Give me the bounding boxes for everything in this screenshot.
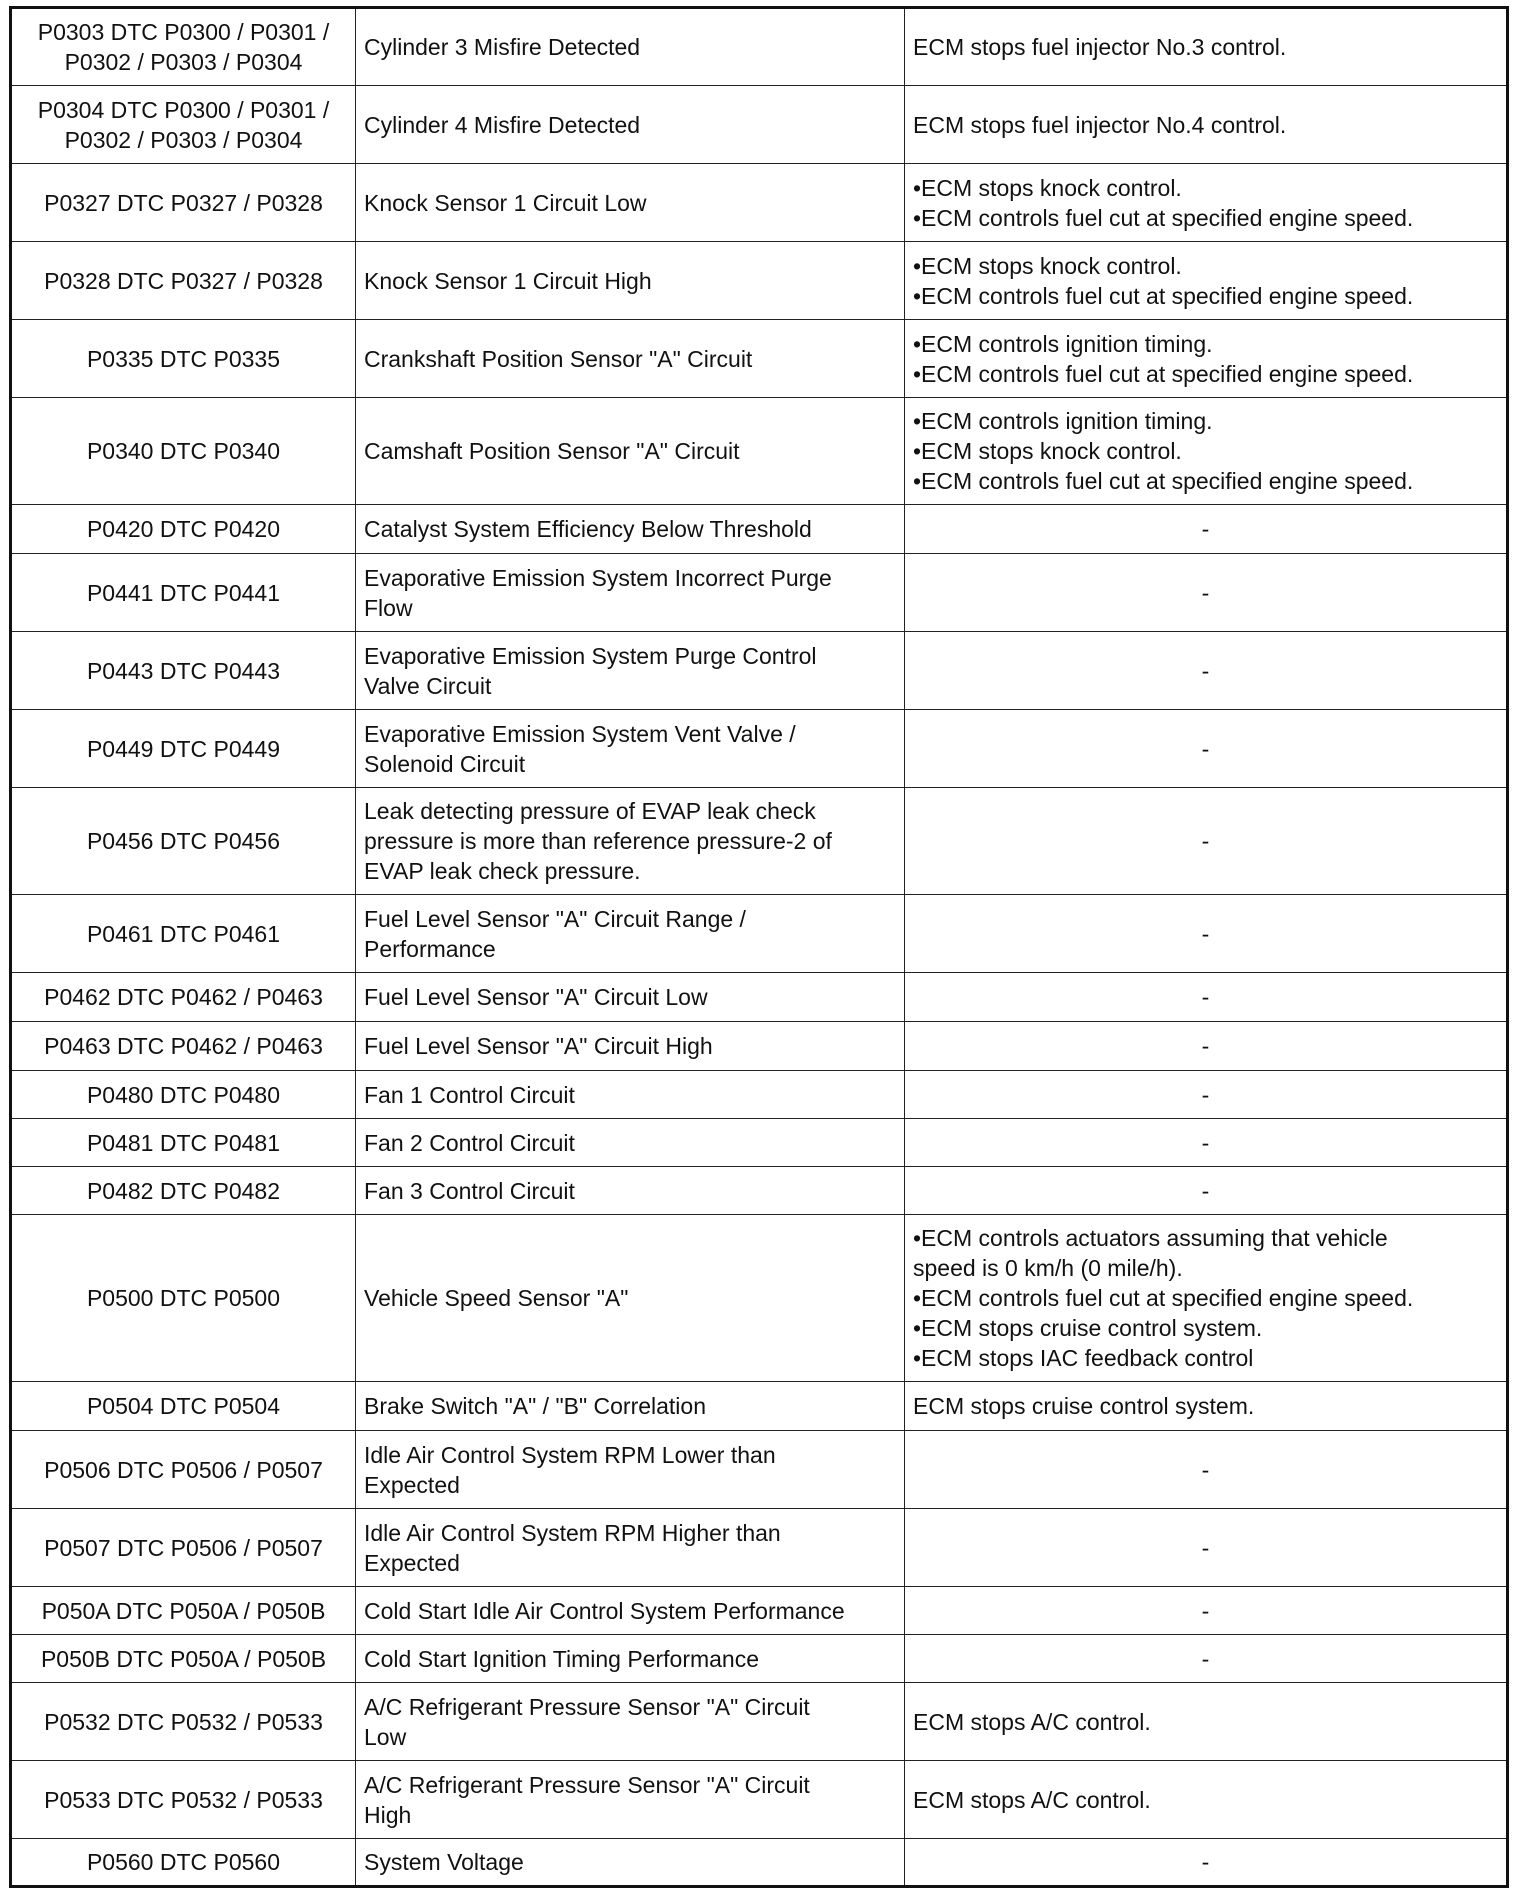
fail-safe-action-text: - [1201,657,1210,684]
fail-safe-action-cell [905,1761,1508,1839]
description-cell [356,895,905,973]
description-cell [356,505,905,554]
description-cell [356,8,905,86]
fail-safe-action-text: - [1201,1081,1210,1108]
fail-safe-action-cell [905,8,1508,86]
description-text: Knock Sensor 1 Circuit High [364,267,652,294]
description-text: System Voltage [364,1849,524,1875]
fail-safe-action-cell [905,505,1508,554]
dtc-code-text: P0461 DTC P0461 [86,920,281,947]
table-row [11,1071,1508,1119]
dtc-code-text: P0456 DTC P0456 [86,828,281,854]
dtc-code-cell [11,1167,356,1215]
fail-safe-action-text: ECM stops A/C control. [913,1708,1151,1735]
dtc-code-text: P0420 DTC P0420 [86,516,281,542]
fail-safe-action-text: - [1201,735,1210,762]
dtc-code-text: P0304 DTC P0300 / P0301 / [37,96,330,123]
dtc-code-cell [11,1683,356,1761]
dtc-code-cell [11,788,356,895]
dtc-code-text: P0533 DTC P0532 / P0533 [44,1786,323,1813]
table-row [11,1509,1508,1587]
description-cell [356,1431,905,1509]
fail-safe-action-text: •ECM controls fuel cut at specified engine speed. [913,282,1414,309]
fail-safe-action-text: •ECM controls fuel cut at specified engine speed. [913,468,1414,494]
dtc-code-cell [11,1761,356,1839]
table-row [11,1839,1508,1887]
description-text: Fan 3 Control Circuit [364,1177,575,1204]
table-row [11,8,1508,86]
description-cell [356,1119,905,1167]
dtc-code-cell [11,554,356,632]
description-cell [356,1587,905,1635]
fail-safe-action-cell [905,1683,1508,1761]
table-row [11,1382,1508,1431]
dtc-code-cell [11,1022,356,1071]
table-row [11,973,1508,1022]
dtc-code-cell [11,398,356,505]
dtc-code-text: P0532 DTC P0532 / P0533 [44,1708,323,1735]
dtc-code-text: P0302 / P0303 / P0304 [64,49,303,75]
fail-safe-action-text: - [1201,1129,1210,1156]
fail-safe-action-cell [905,1635,1508,1683]
dtc-fail-safe-table [9,6,1509,1888]
fail-safe-action-text: - [1201,516,1210,542]
description-cell [356,86,905,164]
dtc-code-text: P0481 DTC P0481 [86,1129,281,1156]
dtc-code-text: P0327 DTC P0327 / P0328 [44,189,323,216]
table-row [11,895,1508,973]
table-row [11,242,1508,320]
description-cell [356,1635,905,1683]
fail-safe-action-cell [905,895,1508,973]
dtc-code-cell [11,8,356,86]
table-row [11,788,1508,895]
fail-safe-action-text: - [1201,1849,1210,1875]
fail-safe-action-cell [905,320,1508,398]
fail-safe-action-text: - [1201,1645,1210,1672]
dtc-code-text: P0328 DTC P0327 / P0328 [44,267,323,294]
dtc-code-cell [11,1587,356,1635]
description-cell [356,1839,905,1887]
description-text: Low [364,1723,407,1750]
dtc-code-cell [11,1635,356,1683]
description-text: Cylinder 4 Misfire Detected [364,111,641,138]
fail-safe-action-cell [905,242,1508,320]
dtc-code-text: P0463 DTC P0462 / P0463 [44,1033,323,1059]
table-row [11,320,1508,398]
description-text: Valve Circuit [364,672,492,699]
fail-safe-action-text: - [1201,1534,1210,1561]
description-text: Crankshaft Position Sensor "A" Circuit [364,345,753,372]
description-text: Camshaft Position Sensor "A" Circuit [364,438,740,464]
dtc-code-cell [11,86,356,164]
table-row [11,1761,1508,1839]
fail-safe-action-text: - [1201,828,1210,854]
description-cell [356,1382,905,1431]
dtc-code-text: P0462 DTC P0462 / P0463 [44,984,323,1010]
fail-safe-action-text: •ECM stops cruise control system. [913,1315,1263,1341]
table-row [11,554,1508,632]
dtc-code-cell [11,242,356,320]
fail-safe-action-text: •ECM stops IAC feedback control [913,1345,1254,1371]
table-row [11,1431,1508,1509]
fail-safe-action-cell [905,1431,1508,1509]
dtc-code-text: P0507 DTC P0506 / P0507 [44,1534,323,1561]
fail-safe-action-text: •ECM stops knock control. [913,438,1182,464]
description-cell [356,320,905,398]
fail-safe-action-text: •ECM controls fuel cut at specified engine speed. [913,1285,1414,1311]
description-text: EVAP leak check pressure. [364,858,641,884]
description-text: Knock Sensor 1 Circuit Low [364,189,647,216]
description-cell [356,710,905,788]
description-text: Cold Start Ignition Timing Performance [364,1645,760,1672]
dtc-code-cell [11,1119,356,1167]
table-row [11,1167,1508,1215]
table-row [11,1683,1508,1761]
fail-safe-action-text: - [1201,1456,1210,1483]
fail-safe-action-text: - [1201,984,1210,1010]
description-text: Catalyst System Efficiency Below Threshold [364,516,812,542]
description-text: Evaporative Emission System Incorrect Purge [364,564,832,591]
dtc-code-text: P0443 DTC P0443 [86,657,281,684]
description-text: A/C Refrigerant Pressure Sensor "A" Circuit [364,1693,810,1720]
table-row [11,164,1508,242]
fail-safe-action-cell [905,1119,1508,1167]
fail-safe-action-cell [905,1022,1508,1071]
dtc-code-text: P0449 DTC P0449 [86,735,281,762]
dtc-code-text: P050B DTC P050A / P050B [40,1645,327,1672]
description-text: Performance [364,935,496,962]
dtc-code-text: P0340 DTC P0340 [86,438,281,464]
fail-safe-action-text: ECM stops fuel injector No.4 control. [913,111,1287,138]
description-cell [356,164,905,242]
dtc-code-cell [11,1509,356,1587]
dtc-code-text: P0335 DTC P0335 [86,345,281,372]
fail-safe-action-cell [905,1587,1508,1635]
description-text: Fuel Level Sensor "A" Circuit Range / [364,905,746,932]
dtc-code-cell [11,710,356,788]
fail-safe-action-text: - [1201,920,1210,947]
dtc-code-cell [11,505,356,554]
description-text: High [364,1801,412,1828]
dtc-code-cell [11,164,356,242]
dtc-code-cell [11,1382,356,1431]
fail-safe-action-cell [905,710,1508,788]
fail-safe-action-cell [905,973,1508,1022]
fail-safe-action-text: - [1201,1177,1210,1204]
description-cell [356,242,905,320]
dtc-code-text: P0480 DTC P0480 [86,1081,281,1108]
table-body [11,8,1508,1887]
dtc-code-text: P050A DTC P050A / P050B [41,1597,326,1624]
description-text: Fan 1 Control Circuit [364,1081,575,1108]
description-cell [356,398,905,505]
dtc-code-cell [11,973,356,1022]
fail-safe-action-cell [905,1382,1508,1431]
description-cell [356,632,905,710]
fail-safe-action-text: ECM stops cruise control system. [913,1393,1255,1419]
fail-safe-action-text: - [1201,579,1210,606]
fail-safe-action-text: ECM stops fuel injector No.3 control. [913,34,1287,60]
dtc-code-text: P0303 DTC P0300 / P0301 / [37,19,330,45]
fail-safe-action-text: •ECM controls ignition timing. [913,408,1213,434]
dtc-code-cell [11,1839,356,1887]
table-row [11,398,1508,505]
description-text: Fuel Level Sensor "A" Circuit Low [364,984,708,1010]
fail-safe-action-cell [905,1071,1508,1119]
description-text: Evaporative Emission System Vent Valve / [364,720,796,747]
description-text: A/C Refrigerant Pressure Sensor "A" Circuit [364,1771,810,1798]
description-cell [356,1215,905,1382]
fail-safe-action-text: •ECM controls fuel cut at specified engine speed. [913,360,1414,387]
description-cell [356,1022,905,1071]
fail-safe-action-text: •ECM controls fuel cut at specified engine speed. [913,204,1414,231]
fail-safe-action-text: speed is 0 km/h (0 mile/h). [913,1255,1183,1281]
fail-safe-action-cell [905,1839,1508,1887]
dtc-code-text: P0302 / P0303 / P0304 [64,126,303,153]
description-text: pressure is more than reference pressure-2 of [364,828,832,854]
fail-safe-action-text: ECM stops A/C control. [913,1786,1151,1813]
fail-safe-action-cell [905,1509,1508,1587]
fail-safe-action-text: - [1201,1033,1210,1059]
dtc-code-text: P0482 DTC P0482 [86,1177,281,1204]
table-row [11,86,1508,164]
dtc-code-cell [11,1071,356,1119]
dtc-code-cell [11,1431,356,1509]
description-text: Cold Start Idle Air Control System Performance [364,1597,845,1624]
table-row [11,1022,1508,1071]
dtc-code-text: P0560 DTC P0560 [86,1849,281,1875]
table-row [11,710,1508,788]
table-row [11,1119,1508,1167]
fail-safe-action-text: •ECM controls ignition timing. [913,330,1213,357]
fail-safe-action-text: •ECM controls actuators assuming that vehicle [913,1225,1388,1251]
dtc-code-text: P0504 DTC P0504 [86,1393,281,1419]
fail-safe-action-cell [905,788,1508,895]
fail-safe-action-cell [905,164,1508,242]
fail-safe-action-cell [905,1167,1508,1215]
description-text: Fuel Level Sensor "A" Circuit High [364,1033,713,1059]
description-text: Evaporative Emission System Purge Control [364,642,817,669]
description-cell [356,1167,905,1215]
dtc-code-cell [11,632,356,710]
description-text: Idle Air Control System RPM Higher than [364,1519,781,1546]
description-cell [356,1509,905,1587]
fail-safe-action-cell [905,554,1508,632]
table-row [11,632,1508,710]
fail-safe-action-cell [905,1215,1508,1382]
description-text: Idle Air Control System RPM Lower than [364,1441,776,1468]
description-text: Fan 2 Control Circuit [364,1129,575,1156]
fail-safe-action-text: - [1201,1597,1210,1624]
dtc-code-text: P0506 DTC P0506 / P0507 [44,1456,323,1483]
dtc-code-text: P0441 DTC P0441 [86,579,281,606]
description-cell [356,1071,905,1119]
description-cell [356,1761,905,1839]
description-cell [356,1683,905,1761]
description-text: Expected [364,1471,460,1498]
description-text: Expected [364,1549,460,1576]
fail-safe-action-text: •ECM stops knock control. [913,174,1182,201]
fail-safe-action-cell [905,398,1508,505]
description-text: Vehicle Speed Sensor "A" [364,1285,629,1311]
table-row [11,1215,1508,1382]
description-text: Leak detecting pressure of EVAP leak check [364,798,816,824]
table-row [11,1587,1508,1635]
fail-safe-action-cell [905,86,1508,164]
fail-safe-action-cell [905,632,1508,710]
description-text: Cylinder 3 Misfire Detected [364,34,641,60]
description-text: Flow [364,594,413,621]
dtc-code-text: P0500 DTC P0500 [86,1285,281,1311]
description-cell [356,973,905,1022]
fail-safe-action-text: •ECM stops knock control. [913,252,1182,279]
description-cell [356,554,905,632]
description-text: Solenoid Circuit [364,750,526,777]
description-text: Brake Switch "A" / "B" Correlation [364,1393,707,1419]
table-row [11,505,1508,554]
dtc-code-cell [11,320,356,398]
description-cell [356,788,905,895]
dtc-code-cell [11,1215,356,1382]
table-row [11,1635,1508,1683]
dtc-code-cell [11,895,356,973]
